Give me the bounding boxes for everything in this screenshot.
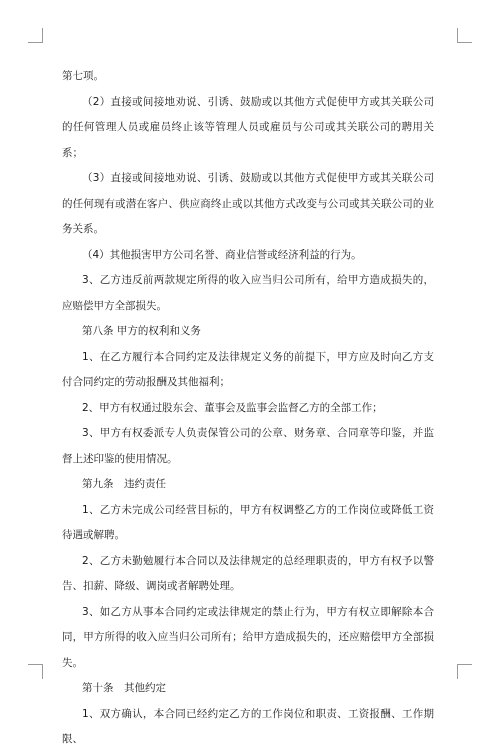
section-heading: 第九条 违约责任 (82, 478, 166, 490)
paragraph: 1、乙方未完成公司经营目标的，甲方有权调整乙方的工作岗位或降低工资待遇或解聘。 (62, 503, 434, 541)
paragraph: （2）直接或间接地劝说、引诱、鼓励或以其他方式促使甲方或其关联公司的任何管理人员或雇员终止该等管理人员或雇员与公司或其关联公司的聘用关系； (62, 95, 434, 159)
paragraph: 3、甲方有权委派专人负责保管公司的公章、财务章、合同章等印鉴，并监督上述印鉴的使用情况。 (62, 427, 434, 465)
paragraph: 第七项。 (62, 70, 104, 82)
crop-mark-top-left (28, 28, 43, 43)
paragraph: 1、在乙方履行本合同约定及法律规定义务的前提下，甲方应及时向乙方支付合同约定的劳动报酬及其他福利； (62, 350, 434, 388)
paragraph: 3、如乙方从事本合同约定或法律规定的禁止行为，甲方有权立即解除本合同，甲方所得的收入应当归公司所有；给甲方造成损失的，还应赔偿甲方全部损失。 (62, 605, 434, 669)
paragraph: 2、甲方有权通过股东会、董事会及监事会监督乙方的全部工作； (82, 401, 383, 414)
paragraph: 1、双方确认，本合同已经约定乙方的工作岗位和职责、工资报酬、工作期限、 (62, 707, 434, 745)
paragraph: 3、乙方违反前两款规定所得的收入应当归公司所有，给甲方造成损失的，应赔偿甲方全部损失。 (62, 274, 434, 312)
paragraph: 2、乙方未勤勉履行本合同以及法律规定的总经理职责的，甲方有权予以警告、扣薪、降级、调岗或者解聘处理。 (62, 554, 434, 592)
document-body (62, 64, 434, 753)
section-heading: 第八条 甲方的权利和义务 (82, 325, 201, 337)
crop-mark-bottom-left (28, 664, 43, 679)
paragraph: （4）其他损害甲方公司名誉、商业信誉或经济利益的行为。 (82, 248, 362, 261)
crop-mark-bottom-right (457, 664, 472, 679)
paragraph: （3）直接或间接地劝说、引诱、鼓励或以其他方式促使甲方或其关联公司的任何现有或潜在客户、供应商终止或以其他方式改变与公司或其关联公司的业务关系。 (62, 172, 434, 235)
crop-mark-top-right (457, 28, 472, 43)
section-heading: 第十条 其他约定 (82, 682, 166, 694)
